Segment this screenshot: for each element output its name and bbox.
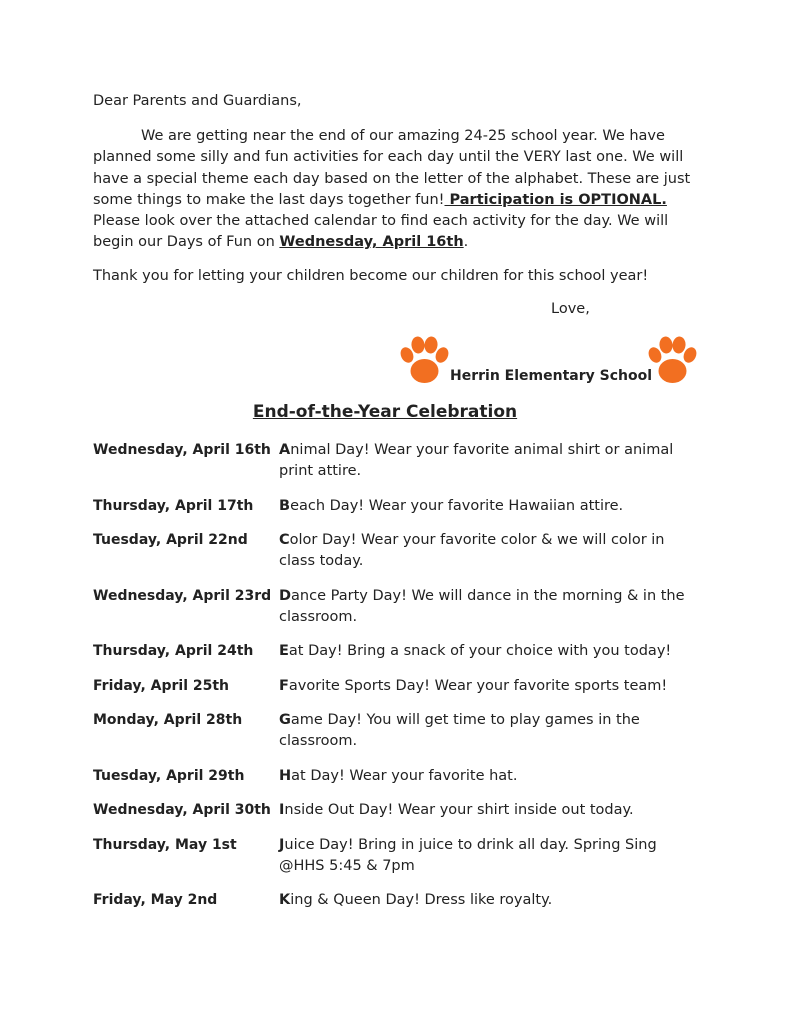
schedule-row xyxy=(93,496,713,517)
schedule-activity xyxy=(279,496,699,517)
intro-paragraph xyxy=(93,126,703,254)
schedule-date: Monday, April 28th xyxy=(93,712,243,728)
activity-text: ame Day! You will get time to play games in the classroom. xyxy=(279,712,640,749)
schedule-date: Wednesday, April 16th xyxy=(93,442,271,458)
theme-letter: B xyxy=(279,497,291,514)
schedule-row xyxy=(93,710,713,752)
schedule-row xyxy=(93,641,713,662)
theme-letter: A xyxy=(279,442,291,458)
schedule-date: Tuesday, April 22nd xyxy=(93,532,248,548)
thanks-line: Thank you for letting your children become our children for this school year! xyxy=(93,268,649,284)
schedule-activity xyxy=(279,530,699,572)
closing: Love, xyxy=(551,301,590,317)
activity-text: nside Out Day! Wear your shirt inside out today. xyxy=(284,802,634,818)
greeting: Dear Parents and Guardians, xyxy=(93,93,302,109)
schedule-list xyxy=(93,440,713,925)
schedule-activity xyxy=(279,440,699,482)
theme-letter: F xyxy=(279,677,289,694)
schedule-date: Thursday, April 17th xyxy=(93,497,254,514)
schedule-row xyxy=(93,530,713,572)
schedule-date: Friday, April 25th xyxy=(93,677,230,694)
schedule-row xyxy=(93,676,713,697)
schedule-row xyxy=(93,835,713,877)
paw-toe xyxy=(658,336,673,354)
schedule-row xyxy=(93,766,713,787)
activity-text: each Day! Wear your favorite Hawaiian attire. xyxy=(290,497,624,514)
schedule-activity xyxy=(279,641,699,662)
activity-text: olor Day! Wear your favorite color & we will color in class today. xyxy=(279,532,665,569)
schedule-date: Friday, May 2nd xyxy=(93,892,218,908)
schedule-activity xyxy=(279,800,699,821)
theme-letter: E xyxy=(279,643,289,659)
theme-letter: J xyxy=(279,836,285,853)
intro-text: We are getting near the end of our amazing 24-25 school year. We have planned some silly and fun activities for each day until the VERY last one. We will have a special theme each day based on the letter of the alphabet. These are just some things to make the last days together fun! xyxy=(93,128,691,208)
optional-note: Participation is OPTIONAL. xyxy=(444,191,667,208)
theme-letter: C xyxy=(279,532,290,548)
schedule-activity xyxy=(279,835,699,877)
theme-letter: I xyxy=(279,802,285,818)
schedule-row xyxy=(93,800,713,821)
schedule-activity xyxy=(279,676,699,697)
schedule-title: End-of-the-Year Celebration xyxy=(252,402,518,422)
schedule-activity xyxy=(279,710,699,752)
schedule-date: Tuesday, April 29th xyxy=(93,767,245,784)
tiger-paw-icon xyxy=(647,336,697,386)
theme-letter: H xyxy=(279,767,292,784)
activity-text: avorite Sports Day! Wear your favorite sports team! xyxy=(288,677,668,694)
activity-text: ing & Queen Day! Dress like royalty. xyxy=(290,892,553,908)
schedule-row xyxy=(93,890,713,911)
activity-text: uice Day! Bring in juice to drink all day. Spring Sing @HHS 5:45 & 7pm xyxy=(279,836,657,874)
paw-pad xyxy=(659,359,687,383)
paw-pad xyxy=(411,359,439,383)
schedule-date: Wednesday, April 23rd xyxy=(93,587,272,604)
paw-toe xyxy=(423,336,438,354)
schedule-date: Thursday, May 1st xyxy=(93,836,237,853)
activity-text: nimal Day! Wear your favorite animal shirt or animal print attire. xyxy=(279,442,674,479)
schedule-activity xyxy=(279,766,699,787)
schedule-date: Wednesday, April 30th xyxy=(93,802,271,818)
schedule-date: Thursday, April 24th xyxy=(93,643,254,659)
activity-text: at Day! Bring a snack of your choice with you today! xyxy=(288,643,672,659)
theme-letter: G xyxy=(279,712,291,728)
activity-text: ance Party Day! We will dance in the morning & in the classroom. xyxy=(279,587,685,625)
start-date: Wednesday, April 16th xyxy=(279,234,464,251)
theme-letter: D xyxy=(279,587,292,604)
instructions-text: Please look over the attached calendar to find each activity for the day. We will begin our Days of Fun on xyxy=(93,213,669,251)
period: . xyxy=(463,234,469,251)
paw-toe xyxy=(410,336,425,354)
activity-text: at Day! Wear your favorite hat. xyxy=(291,767,518,784)
school-signature: Herrin Elementary School xyxy=(450,368,652,384)
theme-letter: K xyxy=(279,892,291,908)
schedule-activity xyxy=(279,586,699,628)
schedule-activity xyxy=(279,890,699,911)
schedule-row xyxy=(93,586,713,628)
paw-toe xyxy=(671,336,686,354)
schedule-row xyxy=(93,440,713,482)
tiger-paw-icon xyxy=(399,336,449,386)
